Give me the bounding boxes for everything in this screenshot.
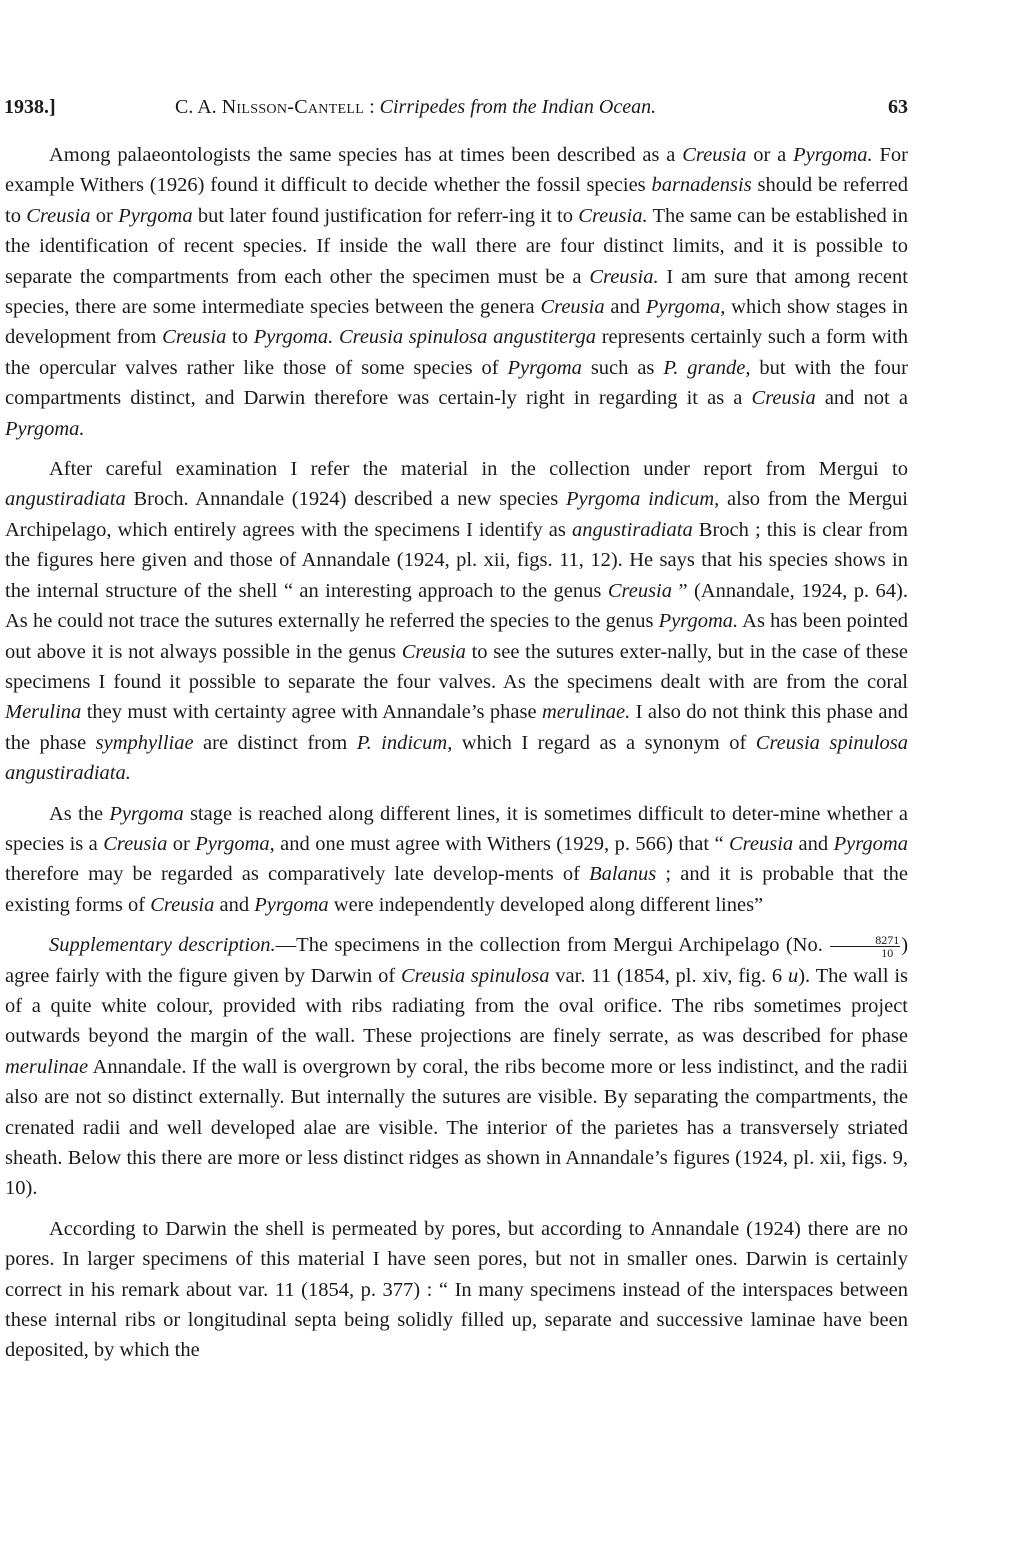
text-run: therefore may be regarded as comparatively late develop-ments of bbox=[5, 863, 590, 886]
species-name: barnadensis bbox=[651, 174, 752, 197]
text-run: I also do not think this phase and the phase bbox=[5, 701, 908, 754]
genus-name: Pyrgoma bbox=[254, 893, 329, 916]
species-name: angustiradiata bbox=[5, 488, 126, 511]
paragraph-1 bbox=[5, 140, 908, 444]
genus-name: Creusia. bbox=[578, 204, 648, 227]
paragraph-5 bbox=[5, 1214, 908, 1366]
text-run: or a bbox=[746, 144, 794, 166]
text-run: After careful examination I refer the material in the collection under report from Mergui to bbox=[49, 458, 908, 481]
genus-name: Creusia. bbox=[589, 265, 659, 288]
text-run: should be referred to bbox=[5, 174, 908, 227]
text-run: —The specimens in the collection from Mergui Archipelago (No. bbox=[275, 934, 830, 957]
paragraph-4 bbox=[5, 930, 908, 1204]
text-run: such as bbox=[581, 356, 664, 379]
species-name: P. grande, bbox=[663, 356, 751, 379]
text-run: ; and it is probable that the existing forms of bbox=[5, 863, 909, 916]
genus-name: Merulina bbox=[5, 701, 82, 724]
text-run: which I regard as a synonym of bbox=[452, 731, 756, 754]
species-name: Pyrgoma indicum, bbox=[565, 488, 720, 511]
genus-name: Creusia bbox=[162, 326, 227, 349]
genus-name: Creusia bbox=[26, 204, 91, 227]
text-run: or bbox=[90, 204, 119, 227]
species-name: angustiradiata bbox=[571, 518, 693, 541]
phase-name: merulinae bbox=[5, 1055, 89, 1078]
text-run: As has been pointed out above it is not always possible in the genus bbox=[5, 610, 908, 663]
text-run: to see the sutures exter-nally, but in the case of these specimens I found it possible to separate the four valves. As the specimens dealt with are from the coral bbox=[5, 640, 908, 693]
species-name: Creusia spinulosa angustiterga bbox=[338, 326, 596, 349]
genus-name: Creusia bbox=[751, 387, 816, 410]
text-run: were independently developed along different lines” bbox=[328, 893, 764, 916]
header-author-name: Nilsson-Cantell bbox=[221, 96, 365, 118]
text-run: and bbox=[604, 296, 646, 319]
genus-name: Pyrgoma bbox=[109, 802, 184, 825]
text-run: var. 11 (1854, pl. xiv, fig. 6 bbox=[549, 964, 788, 987]
text-run: stage is reached along different lines, it is sometimes difficult to deter-mine whether a species is a bbox=[5, 802, 909, 855]
text-run: are distinct from bbox=[193, 731, 357, 754]
page-number: 63 bbox=[888, 96, 908, 118]
text-run: I am sure that among recent species, there are some intermediate species between the genera bbox=[5, 265, 908, 319]
genus-name: Pyrgoma bbox=[833, 832, 908, 855]
genus-name: Pyrgoma. bbox=[658, 610, 739, 633]
genus-name: Creusia bbox=[150, 893, 215, 916]
genus-name: Pyrgoma. bbox=[793, 144, 873, 166]
text-run: they must with certainty agree with Annandale’s phase bbox=[81, 701, 542, 724]
genus-name: Creusia bbox=[682, 144, 747, 166]
species-name: Creusia spinulosa bbox=[400, 964, 550, 987]
phase-name: merulinae. bbox=[542, 701, 631, 724]
phase-name: symphylliae bbox=[95, 731, 194, 754]
genus-name: Pyrgoma bbox=[118, 204, 193, 227]
text-run: and bbox=[793, 832, 834, 855]
text-run: and bbox=[214, 893, 255, 916]
text-run: or bbox=[167, 832, 196, 855]
text-run: also from the Mergui Archipelago, which entirely agrees with the specimens I identify as bbox=[5, 488, 909, 541]
running-head bbox=[4, 92, 908, 122]
section-heading: Supplementary description. bbox=[49, 934, 276, 957]
text-run: Broch ; this is clear from the figures here given and those of Annandale (1924, pl. xii, figs. 11, 12). He says that his species shows in the internal structure of the shell “ an interesting approach to the genus bbox=[5, 518, 908, 602]
body-text bbox=[5, 140, 908, 1366]
text-run: Broch. Annandale (1924) described a new species bbox=[125, 488, 566, 511]
text-run: but later found justification for referr-ing it to bbox=[192, 204, 579, 227]
genus-name: Pyrgoma. bbox=[5, 417, 85, 440]
header-title-line: C. A. Nilsson-Cantell : Cirripedes from the Indian Ocean. bbox=[175, 96, 657, 118]
text-run: but with the four compartments distinct, and Darwin therefore was certain-ly right in regarding it as a bbox=[5, 356, 909, 410]
header-year: 1938.] bbox=[4, 96, 56, 118]
species-name: Creusia spinulosa angustiradiata. bbox=[5, 731, 908, 785]
fraction-denominator: 10 bbox=[881, 945, 894, 960]
genus-name: Balanus bbox=[589, 863, 657, 886]
text-run: As the bbox=[49, 802, 110, 825]
text-run: represents certainly such a form with the opercular valves rather like those of some species of bbox=[5, 326, 909, 379]
genus-name: Creusia bbox=[540, 296, 605, 319]
genus-name: Creusia bbox=[103, 832, 168, 855]
genus-name: Pyrgoma, bbox=[645, 296, 726, 319]
text-run: ) agree fairly with the figure given by Darwin of bbox=[5, 934, 909, 987]
text-run: Among palaeontologists the same species has at times been described as a bbox=[49, 144, 683, 166]
genus-name: Pyrgoma. bbox=[253, 326, 334, 349]
genus-name: Pyrgoma, bbox=[195, 832, 275, 855]
text-run: which show stages in development from bbox=[5, 296, 908, 349]
text-run: Annandale. If the wall is overgrown by coral, the ribs become more or less indistinct, and the radii also are not so distinct externally. But internally the sutures are visible. By separating the compartments, the crenated radii and well developed alae are visible. The interior of the parietes has a transversely striated sheath. Below this there are more or less distinct ridges as shown in Annandale’s figures (1924, pl. xii, figs. 9, 10). bbox=[5, 1055, 908, 1200]
genus-name: Creusia bbox=[401, 640, 466, 663]
header-author-initials: C. A. bbox=[175, 96, 217, 118]
text-run: For example Withers (1926) found it difficult to decide whether the fossil species bbox=[5, 144, 908, 197]
text-run: ). The wall is of a quite white colour, provided with ribs radiating from the oval orifice. The ribs sometimes project outwards beyond the margin of the wall. These projections are finely serrate, as was described for phase bbox=[5, 964, 908, 1048]
paragraph-3 bbox=[5, 799, 908, 921]
header-title: Cirripedes from the Indian Ocean. bbox=[379, 96, 657, 118]
paragraph-2 bbox=[5, 454, 908, 788]
text-run: and one must agree with Withers (1929, p. 566) that “ bbox=[274, 832, 729, 855]
text-run: and not a bbox=[815, 387, 908, 410]
text-run: ” (Annandale, 1924, p. 64). As he could not trace the sutures externally he referred the species to the genus bbox=[5, 579, 908, 633]
catalogue-number-fraction bbox=[830, 934, 900, 959]
text-run: The same can be established in the identification of recent species. If inside the wall there are four distinct limits, and it is possible to separate the compartments from each other the specimen must be a bbox=[5, 204, 908, 288]
genus-name: Creusia bbox=[607, 579, 672, 602]
text-run: to bbox=[226, 326, 254, 349]
genus-name: Creusia bbox=[728, 832, 794, 855]
fraction-numerator: 8271 bbox=[830, 934, 900, 947]
genus-name: Pyrgoma bbox=[507, 356, 582, 379]
figure-label: u bbox=[787, 964, 799, 987]
text-run: According to Darwin the shell is permeated by pores, but according to Annandale (1924) there are no pores. In larger specimens of this material I have seen pores, but not in smaller ones. Darwin is certainly correct in his remark about var. 11 (1854, p. 377) : “ In many specimens instead of the interspaces between these internal ribs or longitudinal septa being solidly filled up, separate and successive laminae have been deposited, by which the bbox=[5, 1217, 908, 1362]
species-name: P. indicum, bbox=[356, 731, 453, 754]
